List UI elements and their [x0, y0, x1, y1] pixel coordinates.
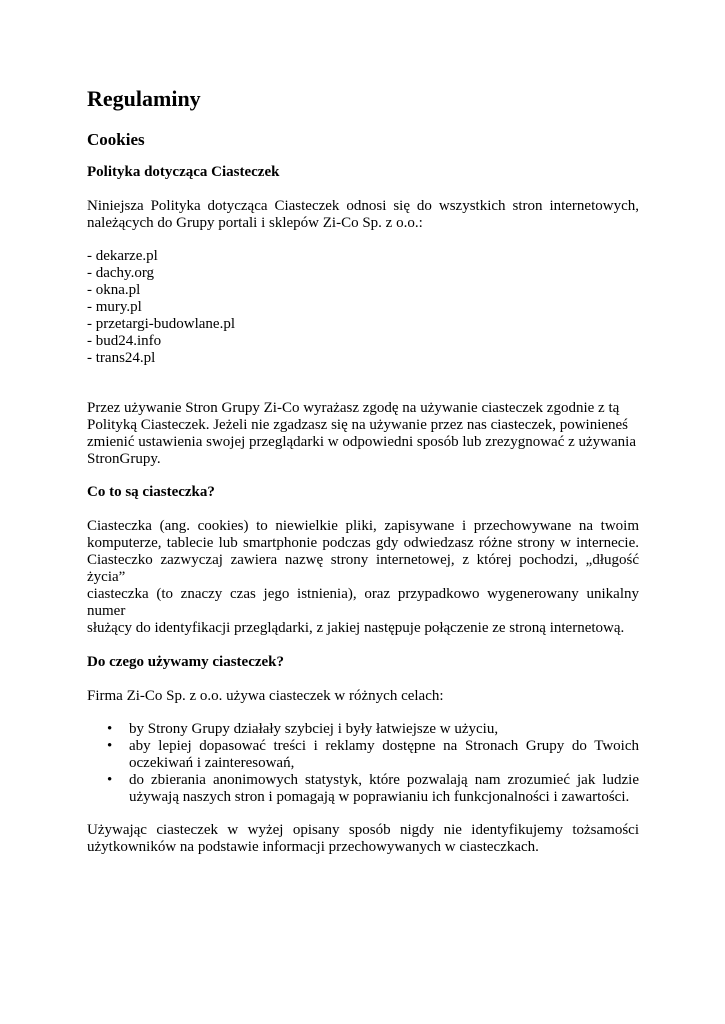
text-line: ciasteczka (to znaczy czas jego istnienia), oraz przypadkowo wygenerowany unikalny numer — [87, 586, 639, 619]
what-paragraph — [87, 518, 639, 637]
site-item: - dekarze.pl — [87, 248, 158, 264]
text-line: Przez używanie Stron Grupy Zi-Co wyrażasz zgodę na używanie ciasteczek zgodnie z tą — [87, 400, 620, 416]
text-line: do zbierania anonimowych statystyk, które pozwalają nam zrozumieć jak ludzie — [129, 772, 639, 788]
bullet-icon: • — [107, 772, 113, 788]
text-line: Ciasteczko zazwyczaj zawiera nazwę strony internetowej, z której pochodzi, „długość życia” — [87, 552, 639, 585]
section-title-cookies: Cookies — [87, 130, 145, 149]
site-list — [87, 248, 639, 367]
text-line: oczekiwań i zainteresowań, — [129, 755, 295, 771]
text-line: aby lepiej dopasować treści i reklamy dostępne na Stronach Grupy do Twoich — [129, 738, 639, 754]
purpose-list — [87, 721, 639, 806]
heading-what: Co to są ciasteczka? — [87, 484, 215, 500]
text-line: StronGrupy. — [87, 451, 161, 467]
use-intro — [87, 688, 639, 705]
text-line: należących do Grupy portali i sklepów Zi-Co Sp. z o.o.: — [87, 215, 423, 231]
text-line: Używając ciasteczek w wyżej opisany sposób nigdy nie identyfikujemy tożsamości — [87, 822, 639, 838]
consent-paragraph — [87, 400, 639, 468]
text-line: zmienić ustawienia swojej przeglądarki w odpowiedni sposób lub zrezygnować z używania — [87, 434, 636, 450]
heading-policy: Polityka dotycząca Ciasteczek — [87, 164, 280, 180]
text-line: używają naszych stron i pomagają w poprawianiu ich funkcjonalności i zawartości. — [129, 789, 630, 805]
heading-use: Do czego używamy ciasteczek? — [87, 654, 285, 670]
bullet-icon: • — [107, 721, 113, 737]
site-item: - przetargi-budowlane.pl — [87, 316, 236, 332]
purpose-item — [87, 738, 639, 772]
text-line: Firma Zi-Co Sp. z o.o. używa ciasteczek w różnych celach: — [87, 688, 444, 704]
intro-paragraph — [87, 198, 639, 232]
purpose-item — [87, 721, 639, 738]
text-line: Ciasteczka (ang. cookies) to niewielkie pliki, zapisywane i przechowywane na twoim — [87, 518, 639, 534]
text-line: komputerze, tablecie lub smartphonie podczas gdy odwiedzasz różne strony w internecie. — [87, 535, 639, 551]
text-line: by Strony Grupy działały szybciej i były łatwiejsze w użyciu, — [129, 721, 499, 737]
site-item: - dachy.org — [87, 265, 155, 281]
closing-paragraph — [87, 822, 639, 856]
text-line: służący do identyfikacji przeglądarki, z jakiej następuje połączenie ze stroną internetową. — [87, 620, 625, 636]
document-page — [87, 86, 639, 856]
bullet-icon: • — [107, 738, 113, 754]
page-title: Regulaminy — [87, 86, 201, 111]
text-line: użytkowników na podstawie informacji przechowywanych w ciasteczkach. — [87, 839, 539, 855]
site-item: - okna.pl — [87, 282, 141, 298]
site-item: - trans24.pl — [87, 350, 156, 366]
purpose-item — [87, 772, 639, 806]
text-line: Niniejsza Polityka dotycząca Ciasteczek odnosi się do wszystkich stron internetowych, — [87, 198, 639, 214]
site-item: - mury.pl — [87, 299, 142, 315]
text-line: Polityką Ciasteczek. Jeżeli nie zgadzasz się na używanie przez nas ciasteczek, powinieneś — [87, 417, 629, 433]
site-item: - bud24.info — [87, 333, 162, 349]
